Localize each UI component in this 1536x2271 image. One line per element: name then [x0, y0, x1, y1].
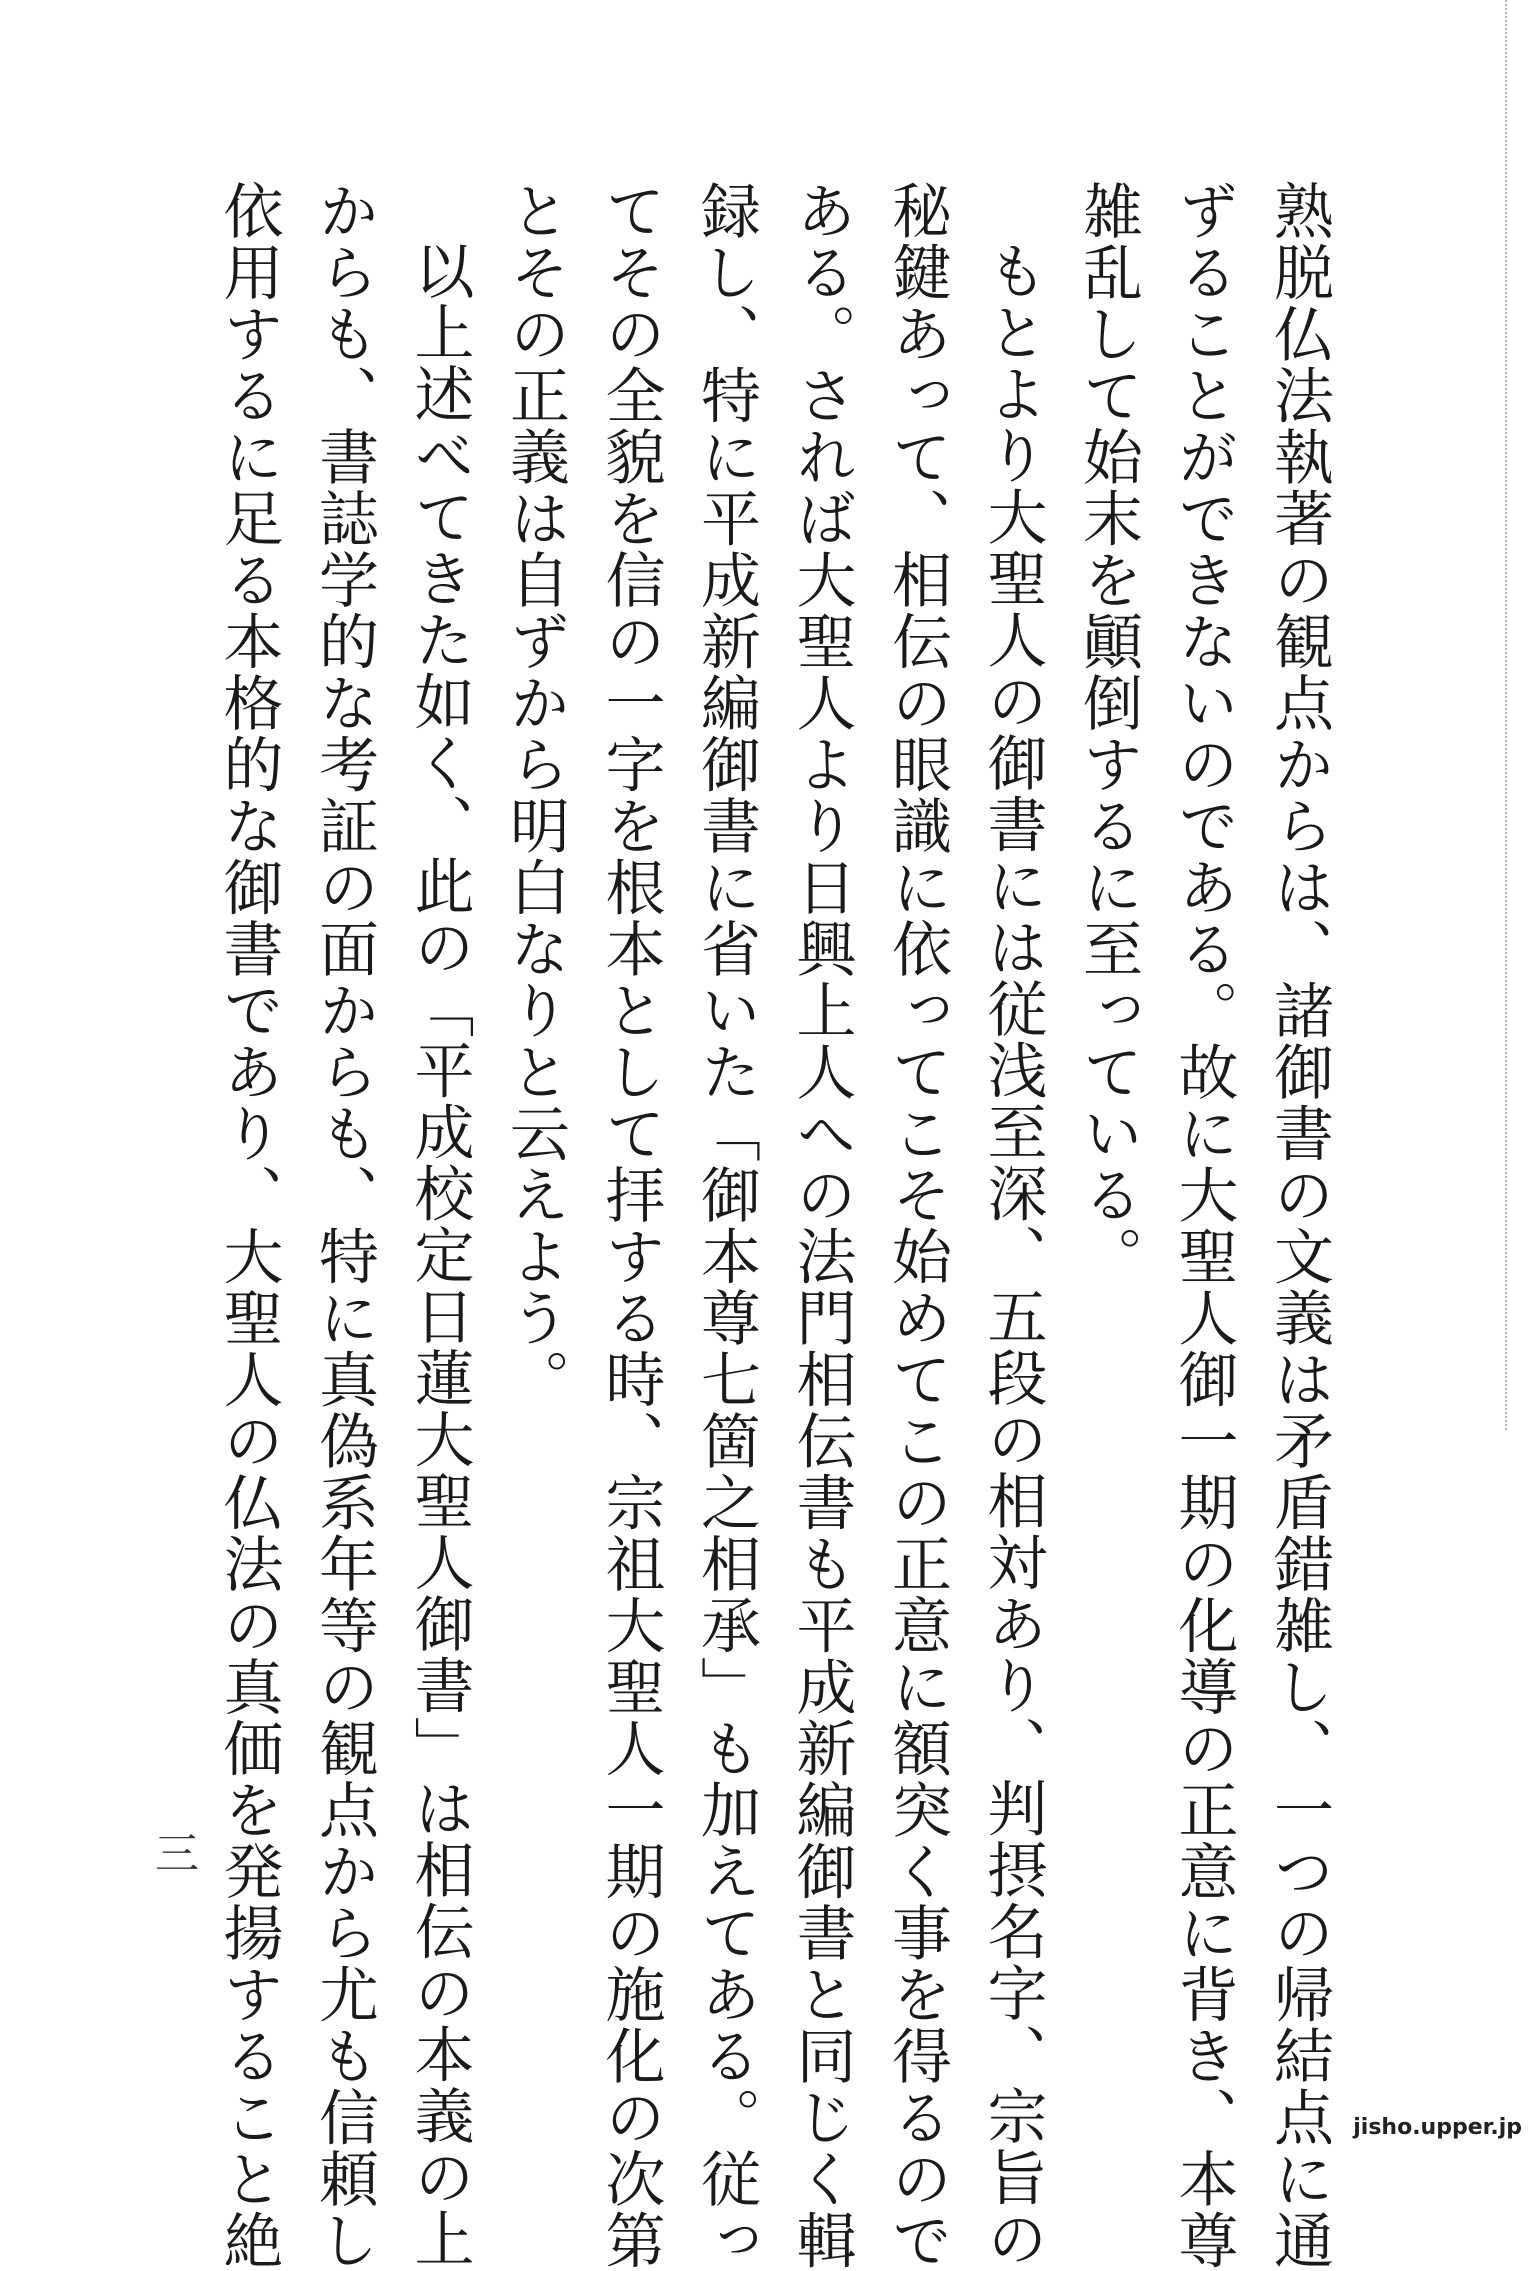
text-column-1: 熟脱仏法執著の観点からは、諸御書の文義は矛盾錯雑し、一つの帰結点に通	[1264, 180, 1334, 2271]
text-column-11: からも、書誌学的な考証の面からも、特に真偽系年等の観点から尤も信頼し	[309, 180, 379, 2271]
text-column-9: とその正義は自ずから明白なりと云えよう。	[500, 180, 570, 1410]
scan-edge-dots	[1505, 0, 1510, 1430]
text-column-10: 以上述べてきた如く、此の「平成校定日蓮大聖人御書」は相伝の本義の上	[404, 240, 475, 2270]
text-column-6: ある。されば大聖人より日興上人への法門相伝書も平成新編御書と同じく輯	[786, 180, 857, 2271]
text-column-7: 録し、特に平成新編御書に省いた「御本尊七箇之相承」も加えてある。従っ	[691, 180, 761, 2271]
text-column-2: ずることができないのである。故に大聖人御一期の化導の正意に背き、本尊	[1168, 180, 1239, 2271]
text-column-3: 雑乱して始末を顚倒するに至っている。	[1073, 180, 1143, 1287]
text-column-4: もとより大聖人の御書には従浅至深、五段の相対あり、判摂名字、宗旨の	[977, 240, 1048, 2270]
text-column-5: 秘鍵あって、相伝の眼識に依ってこそ始めてこの正意に額突く事を得るので	[882, 180, 952, 2271]
text-column-8: てその全貌を信の一字を根本として拝する時、宗祖大聖人一期の施化の次第	[595, 180, 666, 2271]
source-watermark: jisho.upper.jp	[1353, 2115, 1522, 2140]
page-number: 三	[147, 1830, 198, 1874]
body-text	[206, 180, 1346, 2271]
text-column-12: 依用するに足る本格的な御書であり、大聖人の仏法の真価を発揚すること絶	[213, 180, 284, 2271]
